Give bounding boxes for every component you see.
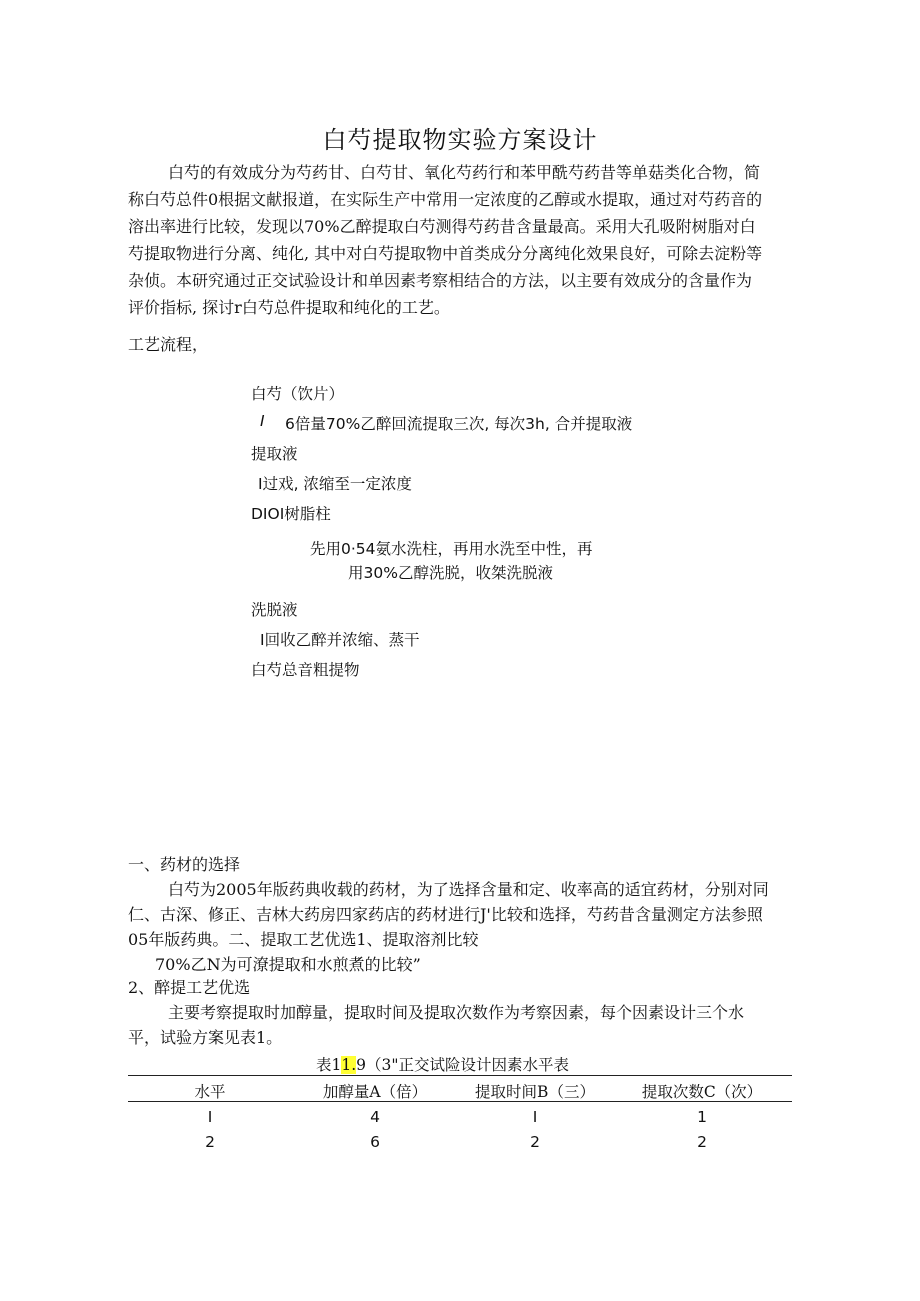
intro-line: 评价指标, 探讨r白芍总件提取和纯化的工艺。: [128, 298, 450, 317]
section1-line: 白芍为2005年版药典收载的药材，为了选择含量和定、收率高的适宜药材，分别对同: [168, 880, 769, 899]
table-cell: 1: [697, 1108, 707, 1126]
flow-step-extract-liquid: 提取液: [251, 445, 298, 463]
table-caption-rest: 9（3"正交试险设计因素水平表: [356, 1056, 570, 1074]
table-header-factor-b: 提取时间B（三）: [475, 1083, 595, 1101]
section1-line: 70%乙N为可潦提取和水煎煮的比较”: [155, 955, 421, 974]
flow-step-resin: DIOI树脂柱: [251, 505, 331, 523]
table-cell: 2: [697, 1133, 707, 1151]
table-caption-prefix: 表1: [316, 1056, 342, 1074]
table-header-factor-a: 加醇量A（倍）: [322, 1083, 428, 1101]
table-cell: 4: [370, 1108, 380, 1126]
table-header-factor-c: 提取次数C（次）: [641, 1083, 763, 1101]
section2-heading: 2、醉提工艺优选: [128, 978, 251, 997]
table-header-level: 水平: [194, 1083, 226, 1101]
flow-arrow-mark: I: [260, 412, 265, 430]
flow-step-product: 白芍总音粗提物: [251, 661, 360, 679]
section2-line: 平，试验方案见表1。: [128, 1028, 283, 1047]
process-label: 工艺流程，: [128, 335, 209, 354]
section1-line: 仁、古深、修正、吉林大药房四家药店的药材进行J'比较和选择，芍药昔含量测定方法参照: [128, 905, 763, 924]
section1-heading: 一、药材的选择: [128, 855, 241, 874]
table-cell: I: [207, 1108, 213, 1126]
table-caption: [316, 1053, 569, 1075]
table-cell: 2: [205, 1133, 215, 1151]
intro-line: 称白芍总件0根据文献报道，在实际生产中常用一定浓度的乙醇或水提取，通过对芍药音的: [128, 190, 763, 209]
flow-step-filter: I过戏, 浓缩至一定浓度: [258, 475, 412, 493]
flow-step-raw: 白芍（饮片）: [251, 385, 345, 403]
intro-line: 芍提取物进行分离、纯化, 其中对白芍提取物中首类成分分离纯化效果良好，可除去淀粉等: [128, 244, 763, 263]
page-title: 白芍提取物实验方案设计: [322, 126, 598, 154]
section1-line: 05年版药典。二、提取工艺优选1、提取溶剂比较: [128, 930, 479, 949]
table-cell: 6: [370, 1133, 380, 1151]
section2-line: 主要考察提取时加醇量，提取时间及提取次数作为考察因素，每个因素设计三个水: [168, 1003, 745, 1022]
table-caption-highlight: 1.: [341, 1056, 357, 1074]
table-top-rule: [128, 1075, 792, 1076]
flow-step-wash-1: 先用0·54氨水洗柱，再用水洗至中性，再: [310, 540, 593, 558]
intro-line: 白芍的有效成分为芍药甘、白芍甘、氧化芍药行和苯甲酰芍药昔等单菇类化合物，简: [168, 163, 761, 182]
intro-line: 溶出率进行比较，发现以70%乙醉提取白芍测得芍药昔含量最高。采用大孔吸附树脂对白: [128, 217, 756, 236]
flow-step-recover: I回收乙醉并浓缩、蒸干: [260, 631, 420, 649]
flow-step-wash-2: 用30%乙醇洗脱，收桀洗脱液: [348, 564, 553, 582]
intro-line: 杂侦。本研究通过正交试验设计和单因素考察相结合的方法，以主要有效成分的含量作为: [128, 271, 753, 290]
flow-step-extract: 6倍量70%乙醉回流提取三次, 每次3h, 合并提取液: [285, 415, 633, 433]
table-cell: I: [532, 1108, 538, 1126]
table-cell: 2: [530, 1133, 540, 1151]
flow-step-eluate: 洗脱液: [251, 601, 298, 619]
